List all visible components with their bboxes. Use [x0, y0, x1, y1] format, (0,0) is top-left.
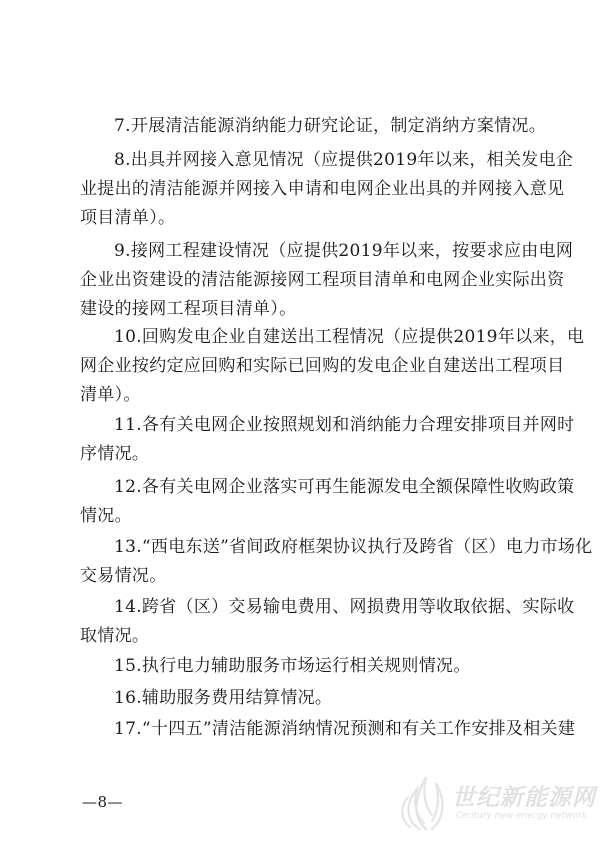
item-9-line-3: 建设的接网工程项目清单）。: [80, 299, 297, 319]
item-12-line-2: 情况。: [80, 506, 132, 526]
item-9: [80, 237, 574, 324]
item-10-line-1: 10.回购发电企业自建送出工程情况（应提供2019年以来，电: [114, 327, 585, 347]
item-7-line-1: 7.开展清洁能源消纳能力研究论证，制定消纳方案情况。: [114, 116, 547, 136]
item-17: [80, 715, 576, 744]
item-14-line-1: 14.跨省（区）交易输电费用、网损费用等收取依据、实际收: [114, 597, 575, 617]
item-15: [80, 652, 520, 681]
item-8: [80, 146, 574, 233]
item-13-line-2: 交易情况。: [80, 566, 167, 586]
item-13: [80, 533, 593, 591]
item-16: [80, 684, 520, 713]
item-14-line-2: 取情况。: [80, 626, 150, 646]
item-17-line-1: 17.“十四五”清洁能源消纳情况预测和有关工作安排及相关建: [114, 719, 576, 739]
item-12-line-1: 12.各有关电网企业落实可再生能源发电全额保障性收购政策: [114, 477, 575, 497]
item-10-line-3: 清单）。: [80, 385, 141, 405]
item-8-line-1: 8.出具并网接入意见情况（应提供2019年以来，相关发电企: [114, 150, 574, 170]
item-9-line-1: 9.接网工程建设情况（应提供2019年以来，按要求应由电网: [114, 241, 574, 261]
watermark-title: 世纪新能源网: [452, 785, 596, 811]
item-12: [80, 473, 575, 531]
item-10: [80, 323, 585, 410]
watermark-subtitle: Century new energy network: [456, 811, 588, 821]
item-7: [80, 112, 547, 141]
item-15-line-1: 15.执行电力辅助服务市场运行相关规则情况。: [114, 656, 471, 676]
item-11: [80, 411, 575, 469]
item-16-line-1: 16.辅助服务费用结算情况。: [114, 688, 333, 708]
item-13-line-1: 13.“西电东送”省间政府框架协议执行及跨省（区）电力市场化: [114, 537, 593, 557]
item-11-line-1: 11.各有关电网企业按照规划和消纳能力合理安排项目并网时: [114, 415, 575, 435]
watermark: [396, 769, 596, 835]
page-number: —8—: [82, 793, 124, 811]
watermark-logo-icon: [396, 771, 456, 833]
item-9-line-2: 企业出资建设的清洁能源接网工程项目清单和电网企业实际出资: [80, 270, 565, 290]
item-11-line-2: 序情况。: [80, 444, 150, 464]
item-10-line-2: 网企业按约定应回购和实际已回购的发电企业自建送出工程项目: [80, 356, 565, 376]
item-8-line-3: 项目清单）。: [80, 208, 176, 228]
item-14: [80, 593, 575, 651]
item-8-line-2: 业提出的清洁能源并网接入申请和电网企业出具的并网接入意见: [80, 179, 565, 199]
